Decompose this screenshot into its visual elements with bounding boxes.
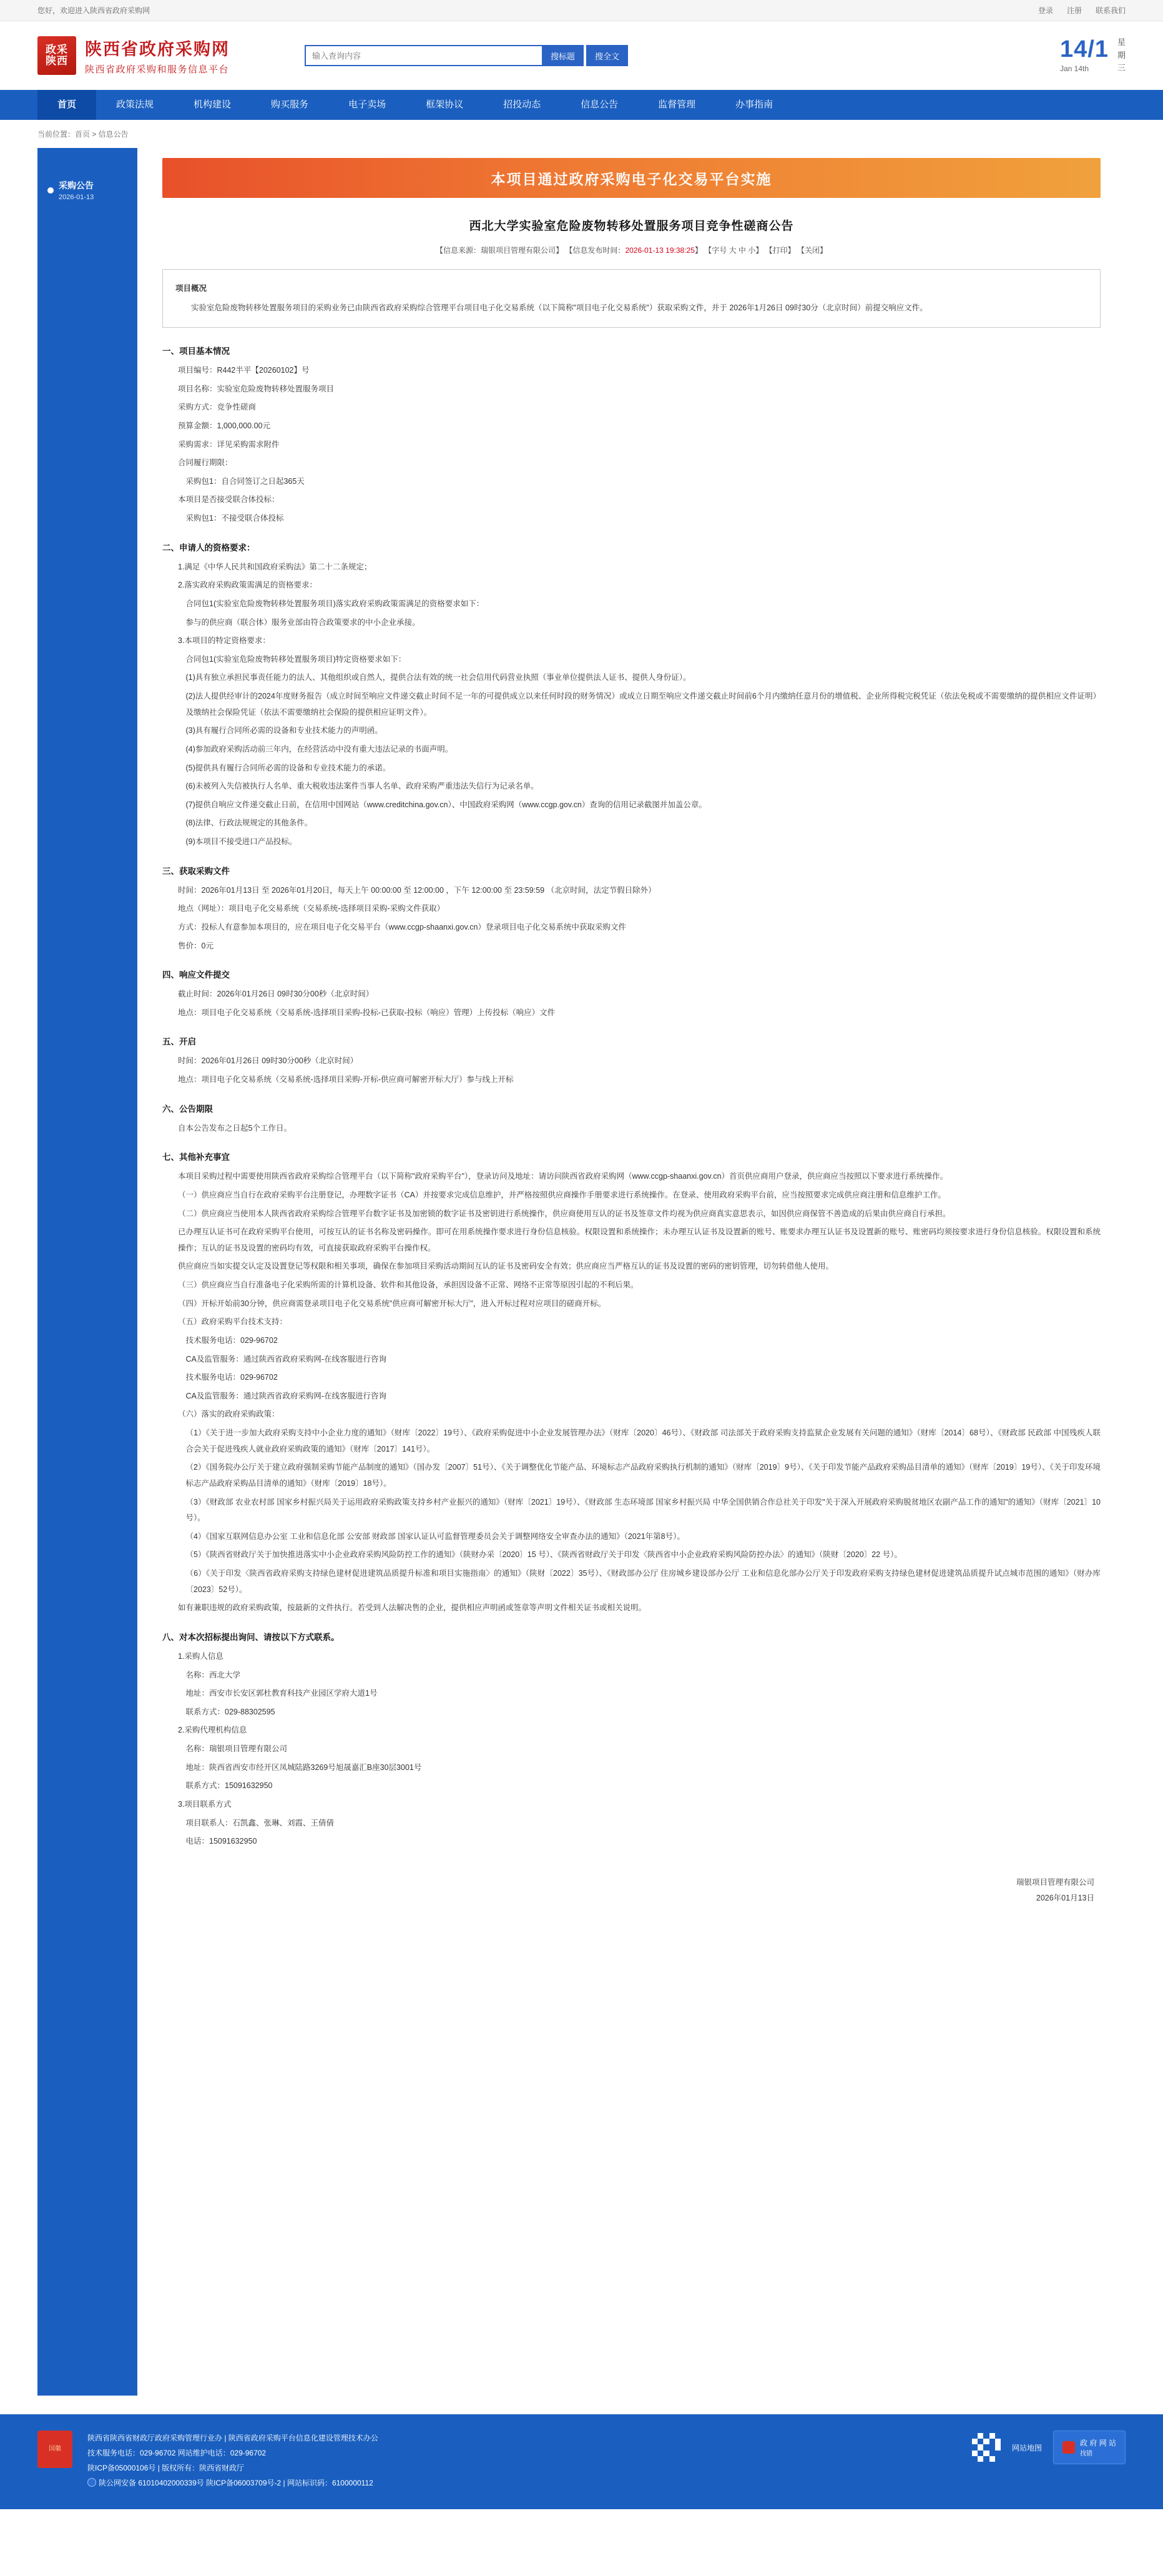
signature-date: 2026年01月13日: [1036, 1893, 1094, 1902]
section-paragraph: (1)具有独立承担民事责任能力的法人、其他组织或自然人，提供合法有效的统一社会信用代码营业执照（事业单位提供法人证书、提供人身份证）。: [185, 673, 691, 682]
section-paragraph: （6）《关于印发〈陕西省政府采购支持绿色建材促进建筑品质提升标准和项目实施指南〉的通知》（陕财〔2022〕35号）、《财政部办公厅 住房城乡建设部办公厅 工业和信息化部办公厅关于印发政府采购支持绿色建材促进建筑品质提升试点城市范围的通知》（财办库〔2023〕52号）。: [185, 1569, 1101, 1594]
bullet-icon: [47, 187, 54, 194]
page-title: 西北大学实验室危险废物转移处置服务项目竞争性磋商公告: [469, 220, 794, 233]
section-paragraph: （二）供应商应当使用本人陕西省政府采购综合管理平台数字证书及加密锁的数字证书及密钥进行系统操作，供应商使用互认的证书及签章文件均视为供应商真实意思表示，如因供应商保管不善造成的后果由供应商自行承担。: [178, 1209, 951, 1218]
section-paragraph: 项目编号：R442半平【20260102】号: [178, 366, 310, 375]
week-day: 三: [1117, 63, 1126, 73]
section-paragraph: (4)参加政府采购活动前三年内，在经营活动中没有重大违法记录的书面声明。: [185, 744, 453, 754]
site-header: [0, 21, 1163, 90]
police-badge-icon: [87, 2478, 96, 2487]
section-paragraph: (5)提供具有履行合同所必需的设备和专业技术能力的承诺。: [185, 763, 391, 772]
search-fulltext-button[interactable]: 搜全文: [586, 45, 628, 66]
section-paragraph: 时间：2026年01月26日 09时30分00秒（北京时间）: [178, 1056, 358, 1066]
section-paragraph: 3.项目联系方式: [178, 1799, 232, 1809]
section-paragraph: （1）《关于进一步加大政府采购支持中小企业力度的通知》（财库〔2022〕19号）、《政府采购促进中小企业发展管理办法》（财库〔2020〕46号）、《财政部 司法部关于政府采购支持监狱企业发展有关问题的通知》（财库〔2014〕68号）、《财政部 民政部 中国残疾人联合会关于促进残疾人就业政府采购政策的通知》（财库〔2017〕141号）。: [185, 1428, 1101, 1453]
gov-badge-label: 政 府 网 站: [1079, 2439, 1116, 2447]
site-subtitle: 陕西省政府采购和服务信息平台: [85, 64, 230, 75]
section-paragraph: CA及监管服务：通过陕西省政府采购网-在线客服进行咨询: [185, 1391, 387, 1400]
site-footer: [0, 2414, 1163, 2509]
section-heading: 二、申请人的资格要求：: [162, 543, 255, 553]
print-button[interactable]: 【打印】: [765, 246, 795, 255]
login-link[interactable]: 登录: [1038, 6, 1053, 15]
breadcrumb: 当前位置：首页 > 信息公告: [0, 120, 1163, 148]
section-paragraph: 合同包1(实验室危险废物转移处置服务项目)特定资格要求如下：: [185, 654, 406, 664]
section-paragraph: 地址：西安市长安区郭杜教育科技产业园区学府大道1号: [185, 1689, 378, 1698]
section-paragraph: (7)提供自响应文件递交截止日前，在信用中国网站（www.creditchina.gov.cn）、中国政府采购网（www.ccgp.gov.cn）查询的信用记录截图并加盖公章。: [185, 800, 707, 809]
week-label-1: 星: [1117, 37, 1126, 47]
date-sep: /: [1087, 36, 1095, 63]
section-paragraph: 已办理互认证书可在政府采购平台使用，可按互认的证书名称及密码操作。即可在用系统操作要求进行身份信息核验。权限设置和系统操作；未办理互认证书及设置新的账号、账要求办理互认证书及设置新的账号、账密码均须按要求进行身份信息核验。权限设置和系统操作；互认的证书及设置的密码均有效，可直接获取政府采购平台操作权。: [178, 1227, 1101, 1252]
nav-item-policy[interactable]: 政策法规: [116, 99, 154, 110]
section-paragraph: (8)法律、行政法规规定的其他条件。: [185, 819, 313, 828]
logo-emblem-icon: 政采 陕西: [37, 36, 76, 75]
section-paragraph: 联系方式：029-88302595: [185, 1707, 275, 1716]
close-button[interactable]: 【关闭】: [797, 246, 827, 255]
section-paragraph: 地点（网址）：项目电子化交易系统（交易系统-选择项目采购-采购文件获取）: [178, 904, 445, 913]
content-panel: [137, 148, 1126, 1931]
section-paragraph: 3.本项目的特定资格要求：: [178, 636, 270, 646]
meta-source-label: 【信息来源：: [436, 246, 481, 255]
nav-item-emarket[interactable]: 电子卖场: [348, 99, 386, 110]
section-paragraph: 如有兼职违规的政府采购政策，按最新的文件执行。若受到人法解决售的企业，提供相应声明函或签章等声明文件相关证书或相关说明。: [178, 1603, 647, 1613]
footer-police-text: 陕公网安备 61010402000339号 陕ICP备06003709号-2 | 网站标识码：6100000112: [99, 2479, 373, 2487]
nav-item-supervision[interactable]: 监督管理: [658, 99, 696, 110]
section-paragraph: 1.满足《中华人民共和国政府采购法》第二十二条规定；: [178, 562, 372, 571]
main-navigation: [0, 90, 1163, 120]
footer-police-record: [87, 2475, 957, 2490]
section-heading: 八、对本次招标提出询问、请按以下方式联系。: [162, 1632, 340, 1642]
section-paragraph: 本项目是否接受联合体投标：: [178, 495, 280, 504]
date-widget: [1060, 36, 1126, 75]
national-emblem-icon: 国徽: [37, 2431, 72, 2468]
date-month: 1: [1094, 36, 1109, 63]
site-logo[interactable]: [37, 36, 230, 76]
section-paragraph: 采购需求：详见采购需求附件: [178, 440, 280, 449]
section-paragraph: 1.采购人信息: [178, 1651, 223, 1661]
section-paragraph: （五）政府采购平台技术支持：: [178, 1317, 288, 1327]
meta-source: 瑞银项目管理有限公司: [481, 246, 556, 255]
nav-item-announcements[interactable]: 信息公告: [581, 99, 619, 110]
section-paragraph: 地址：陕西省西安市经开区凤城陆路3269号旭晟嘉汇B座30层3001号: [185, 1762, 422, 1772]
section-heading: 三、获取采购文件: [162, 866, 230, 876]
section-paragraph: (3)具有履行合同所必需的设备和专业技术能力的声明函。: [185, 726, 383, 735]
section-paragraph: （六）落实的政府采购政策：: [178, 1410, 280, 1419]
signature-company: 瑞银项目管理有限公司: [1016, 1877, 1094, 1887]
section-heading: 四、响应文件提交: [162, 970, 230, 980]
nav-item-bidding-news[interactable]: 招投动态: [503, 99, 541, 110]
section-paragraph: 电话：15091632950: [185, 1837, 257, 1846]
section-paragraph: 名称：西北大学: [185, 1670, 241, 1679]
section-paragraph: 预算金额：1,000,000.00元: [178, 421, 270, 430]
section-paragraph: 合同包1(实验室危险废物转移处置服务项目)落实政府采购政策需满足的资格要求如下：: [185, 599, 484, 608]
gov-badge-sub: 找错: [1079, 2451, 1092, 2457]
meta-time-end: 】: [694, 246, 702, 255]
section-paragraph: 地点：项目电子化交易系统（交易系统-选择项目采购-开标-供应商可解密开标大厅）参与线上开标: [178, 1075, 514, 1084]
contact-link[interactable]: 联系我们: [1095, 6, 1126, 15]
site-name: 陕西省政府采购网: [85, 40, 230, 59]
register-link[interactable]: 注册: [1066, 6, 1082, 15]
date-day: 14: [1060, 36, 1088, 63]
signature-block: [162, 1875, 1101, 1906]
section-paragraph: （4）《国家互联网信息办公室 工业和信息化部 公安部 财政部 国家认证认可监督管理委员会关于调整网络安全审查办法的通知》（2021年第8号）。: [185, 1531, 685, 1541]
section-paragraph: 参与的供应商（联合体）服务业部由符合政策要求的中小企业承接。: [185, 617, 420, 627]
footer-badges: [972, 2431, 1126, 2464]
section-paragraph: 项目名称：实验室危险废物转移处置服务项目: [178, 384, 335, 393]
section-paragraph: （2）《国务院办公厅关于建立政府强制采购节能产品制度的通知》（国办发〔2007〕51号）、《关于调整优化节能产品、环境标志产品政府采购执行机制的通知》（财库〔2019〕9号）、《关于印发节能产品政府采购品目清单的通知》（财库〔2019〕19号）、《关于印发环境标志产品政府采购品目清单的通知》（财库〔2019〕18号）。: [185, 1463, 1101, 1488]
section-paragraph: 技术服务电话：029-96702: [185, 1373, 278, 1382]
top-utility-bar: [0, 0, 1163, 21]
section-paragraph: 截止时间：2026年01月26日 09时30分00秒（北京时间）: [178, 990, 374, 999]
section-paragraph: CA及监管服务：通过陕西省政府采购网-在线客服进行咨询: [185, 1354, 387, 1364]
section-paragraph: 自本公告发布之日起5个工作日。: [178, 1123, 292, 1133]
qr-code-icon[interactable]: [972, 2433, 1001, 2462]
sidebar-item-label: 采购公告: [59, 180, 94, 190]
section-heading: 六、公告期限: [162, 1104, 213, 1114]
section-paragraph: 合同履行期限：: [178, 458, 233, 468]
top-links: [1038, 5, 1126, 16]
project-overview-box: [162, 269, 1101, 328]
meta-time: 2026-01-13 19:38:25: [625, 246, 695, 255]
meta-source-end: 】: [556, 246, 564, 255]
section-paragraph: 采购包1：自合同签订之日起365天: [185, 476, 305, 486]
section-paragraph: 技术服务电话：029-96702: [185, 1335, 278, 1345]
search-title-button[interactable]: 搜标题: [542, 45, 584, 66]
platform-banner: 本项目通过政府采购电子化交易平台实施: [162, 158, 1101, 198]
section-paragraph: 时间：2026年01月13日 至 2026年01月20日，每天上午 00:00:00 至 12:00:00 ，下午 12:00:00 至 23:59:59 （北京时间，法定节假日除外）: [178, 885, 656, 895]
nav-item-framework[interactable]: 框架协议: [426, 99, 464, 110]
sidebar-item-date: 2026-01-13: [59, 194, 94, 201]
nav-item-guide[interactable]: 办事指南: [735, 99, 773, 110]
section-paragraph: 采购方式：竞争性磋商: [178, 403, 257, 412]
nav-item-institution[interactable]: 机构建设: [194, 99, 232, 110]
section-paragraph: 名称：瑞银项目管理有限公司: [185, 1744, 288, 1753]
nav-item-home[interactable]: 首页: [37, 90, 96, 120]
gov-site-report-button[interactable]: [1053, 2431, 1126, 2464]
section-paragraph: （3）《财政部 农业农村部 国家乡村振兴局关于运用政府采购政策支持乡村产业振兴的通知》（财库〔2021〕19号）、《财政部 生态环境部 国家乡村振兴局 中华全国供销合作总社关于印发"关于深入开展政府采购脱贫地区农副产品工作的通知"的通知》（财库〔2021〕10号）。: [185, 1497, 1101, 1523]
section-paragraph: (9)本项目不接受进口产品投标。: [185, 837, 297, 846]
nav-item-purchase-service[interactable]: 购买服务: [271, 99, 309, 110]
project-overview-title: 项目概况: [175, 284, 207, 293]
date-full: Jan 14th: [1060, 64, 1089, 74]
welcome-text: 您好，欢迎进入陕西省政府采购网: [37, 6, 150, 15]
section-paragraph: （一）供应商应当自行在政府采购平台注册登记，办理数字证书（CA）并按要求完成信息维护，并严格按照供应商操作手册要求进行系统操作。在登录、使用政府采购平台前，应当按照要求完成供应商注册和信息维护工作。: [178, 1190, 946, 1199]
section-paragraph: 项目联系人：石凯鑫、张琳、刘霞、王倩倩: [185, 1818, 335, 1827]
section-heading: 七、其他补充事宜: [162, 1153, 230, 1163]
meta-time-label: 【信息发布时间：: [565, 246, 626, 255]
gov-badge-icon: [1062, 2441, 1075, 2454]
section-heading: 一、项目基本情况: [162, 347, 230, 356]
section-paragraph: 采购包1：不接受联合体投标: [185, 514, 284, 523]
section-paragraph: 联系方式：15091632950: [185, 1781, 273, 1791]
footer-line-3: 陕ICP备05000106号 | 版权所有：陕西省财政厅: [87, 2464, 245, 2472]
section-paragraph: (2)法人提供经审计的2024年度财务报告（成立时间至响应文件递交截止时间不足一年的可提供成立以来任何时段的财务情况）或成立日期至响应文件递交截止时间前6个月内缴纳任意月份的增值税、企业所得税完税凭证（依法免税或不需要缴纳的提供相应文件证明）及缴纳社会保险凭证（依法不需要缴纳社会保险的提供相应证明文件）。: [185, 692, 1101, 717]
section-paragraph: 地点：项目电子化交易系统（交易系统-选择项目采购-投标-已获取-投标（响应）管理）上传投标（响应）文件: [178, 1008, 556, 1017]
search-area: [305, 45, 628, 66]
page-layout: [0, 148, 1163, 2414]
section-paragraph: （三）供应商应当自行准备电子化采购所需的计算机设备、软件和其他设备，承担因设备不正常、网络不正常等原因引起的不利后果。: [178, 1281, 639, 1289]
section-paragraph: (6)未被列入失信被执行人名单、重大税收违法案件当事人名单、政府采购严重违法失信行为记录名单。: [185, 782, 539, 791]
document-meta: [162, 245, 1101, 255]
section-paragraph: 方式：投标人有意参加本项目的，应在项目电子化交易平台（www.ccgp-shaanxi.gov.cn）登录项目电子化交易系统中获取采购文件: [178, 922, 626, 932]
footer-text: [87, 2431, 957, 2490]
weekday-widget: [1117, 36, 1126, 75]
section-paragraph: 售价：0元: [178, 941, 213, 950]
section-paragraph: （四）开标开始前30分钟，供应商需登录项目电子化交易系统"供应商可解密开标大厅"，进入开标过程对应项目的磋商开标。: [178, 1299, 606, 1308]
sidebar-item-announcement[interactable]: [37, 173, 137, 207]
document-sections: [162, 344, 1101, 1850]
section-paragraph: 供应商应当如实提交认定及设置登记等权限和相关事项，确保在参加项目采购活动期间互认的证书及密码安全有效；供应商应当严格互认的证书及设置的密码的密钥管理，切勿转借他人使用。: [178, 1262, 834, 1271]
section-paragraph: （5）《陕西省财政厅关于加快推进落实中小企业政府采购风险防控工作的通知》（陕财办采〔2020〕15 号）、《陕西省财政厅关于印发〈陕西省中小企业政府采购风险防控办法〉的通知》（陕财〔2020〕22 号）。: [185, 1550, 902, 1560]
sitemap-link[interactable]: 网站地图: [1011, 2443, 1042, 2452]
section-heading: 五、开启: [162, 1037, 196, 1047]
section-paragraph: 2.采购代理机构信息: [178, 1726, 247, 1735]
section-paragraph: 2.落实政府采购政策需满足的资格要求：: [178, 581, 317, 590]
footer-line-2: 技术服务电话：029-96702 网站维护电话：029-96702: [87, 2449, 267, 2457]
week-label-2: 期: [1117, 50, 1126, 60]
font-size-control[interactable]: 【字号 大 中 小】: [704, 246, 763, 255]
sidebar: [37, 148, 137, 2396]
project-overview-body: 实验室危险废物转移处置服务项目的采购业务已由陕西省政府采购综合管理平台项目电子化交易系统（以下简称"项目电子化交易系统"）获取采购文件，并于 2026年1月26日 09时30分（北京时间）前提交响应文件。: [191, 303, 928, 312]
search-input[interactable]: [305, 45, 542, 66]
section-paragraph: 本项目采购过程中需要使用陕西省政府采购综合管理平台（以下简称"政府采购平台"），登录访问及地址：请访问陕西省政府采购网（www.ccgp-shaanxi.gov.cn）首页供应商用户登录，供应商应当按照以下要求进行系统操作。: [178, 1172, 948, 1181]
footer-line-1: 陕西省陕西省财政厅政府采购管理行业办 | 陕西省政府采购平台信息化建设管理技术办公: [87, 2434, 378, 2442]
